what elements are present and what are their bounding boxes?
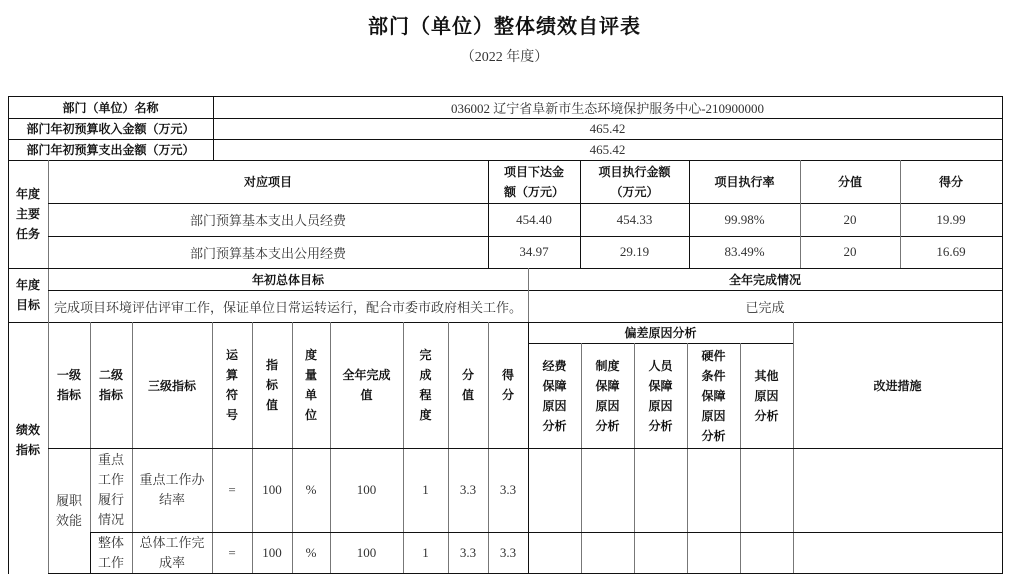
col-header-score: 得分 bbox=[938, 175, 963, 189]
header-line: 分析 bbox=[701, 428, 726, 443]
header-line: 完 bbox=[419, 348, 432, 362]
value-line: 履行 bbox=[97, 492, 124, 507]
header-line: 项目执行金额 bbox=[598, 164, 671, 179]
header-improvement: 改进措施 bbox=[873, 378, 922, 393]
row2-score: 3.3 bbox=[499, 544, 517, 560]
header-line: 条件 bbox=[701, 368, 726, 383]
task-row-2-allocated: 34.97 bbox=[519, 244, 549, 259]
header-line: 分析 bbox=[542, 418, 567, 433]
row2-unit: % bbox=[305, 544, 317, 560]
header-level3: 三级指标 bbox=[147, 378, 196, 393]
row2-level2 bbox=[90, 532, 132, 573]
header-line: 量 bbox=[304, 368, 317, 382]
header-line: 单 bbox=[304, 388, 317, 402]
header-line: 标 bbox=[265, 378, 278, 392]
header-deviation: 偏差原因分析 bbox=[624, 326, 697, 340]
value-line: 整体 bbox=[97, 534, 124, 550]
header-level1 bbox=[48, 322, 90, 448]
header-line: 分 bbox=[501, 388, 514, 402]
level1-value bbox=[48, 448, 90, 573]
page-subtitle: （2022 年度） bbox=[460, 50, 549, 65]
row1-operator: = bbox=[228, 482, 236, 497]
value-line: 结率 bbox=[158, 492, 185, 507]
header-line: 保障 bbox=[595, 378, 620, 393]
header-line: 符 bbox=[225, 388, 238, 402]
label-line: 任务 bbox=[15, 227, 40, 241]
completion-header: 全年完成情况 bbox=[728, 272, 801, 287]
header-line: 保障 bbox=[701, 388, 726, 403]
header-line: 原因 bbox=[595, 398, 620, 413]
task-row-2-score-value: 20 bbox=[843, 244, 857, 259]
row1-score: 3.3 bbox=[499, 482, 517, 497]
header-line: 值 bbox=[265, 398, 278, 412]
header-line: 位 bbox=[304, 408, 317, 422]
header-line: 全年完成 bbox=[342, 368, 391, 382]
dept-name-value: 036002 辽宁省阜新市生态环境保护服务中心-210900000 bbox=[450, 101, 765, 116]
header-line: 硬件 bbox=[701, 348, 726, 363]
tasks-section-label bbox=[8, 160, 48, 268]
header-line: 值 bbox=[461, 388, 474, 402]
header-line: 二级 bbox=[98, 368, 123, 382]
header-line: 保障 bbox=[542, 378, 567, 393]
label-line: 绩效 bbox=[15, 423, 40, 437]
row1-unit: % bbox=[305, 482, 317, 497]
header-line: 程 bbox=[419, 388, 432, 402]
col-header-rate: 项目执行率 bbox=[714, 175, 775, 189]
value-line: 重点工作办 bbox=[139, 472, 205, 487]
header-line: 分析 bbox=[648, 418, 673, 433]
initial-goal-header: 年初总体目标 bbox=[251, 272, 324, 287]
header-dev-staff bbox=[634, 343, 687, 448]
header-line: 额（万元） bbox=[503, 184, 564, 199]
budget-income-value: 465.42 bbox=[589, 120, 626, 136]
col-header-executed bbox=[580, 160, 689, 203]
value-line: 效能 bbox=[55, 512, 82, 528]
budget-expense-value: 465.42 bbox=[589, 141, 626, 157]
header-line: 指标 bbox=[56, 388, 81, 402]
indicators-section-label bbox=[8, 420, 48, 480]
row2-completion: 1 bbox=[422, 544, 429, 560]
row2-target: 100 bbox=[262, 544, 282, 560]
header-line: 原因 bbox=[648, 398, 673, 413]
task-row-1-score-value: 20 bbox=[843, 211, 857, 227]
header-line: 制度 bbox=[595, 358, 620, 373]
header-line: 分析 bbox=[754, 408, 779, 423]
goals-section-label bbox=[8, 268, 48, 322]
budget-expense-label: 部门年初预算支出金额（万元） bbox=[26, 143, 195, 157]
task-row-1-score: 19.99 bbox=[936, 211, 966, 227]
header-line: 经费 bbox=[542, 358, 567, 373]
header-line: 其他 bbox=[754, 368, 779, 383]
header-score-value bbox=[448, 322, 488, 448]
row2-level3 bbox=[132, 532, 212, 573]
label-line: 年度 bbox=[15, 278, 40, 292]
header-dev-funding bbox=[528, 343, 581, 448]
header-target bbox=[252, 322, 292, 448]
value-line: 成率 bbox=[158, 554, 185, 570]
row1-level2 bbox=[90, 448, 132, 532]
header-line: 运 bbox=[225, 348, 238, 362]
col-header-score-value: 分值 bbox=[837, 175, 862, 189]
value-line: 情况 bbox=[97, 512, 124, 527]
task-row-2-rate: 83.49% bbox=[724, 244, 765, 259]
label-line: 指标 bbox=[15, 443, 40, 457]
page-title: 部门（单位）整体绩效自评表 bbox=[368, 14, 641, 38]
header-line: 指 bbox=[265, 358, 278, 372]
row1-target: 100 bbox=[262, 482, 282, 497]
dept-name-label: 部门（单位）名称 bbox=[62, 101, 159, 115]
header-completion bbox=[403, 322, 448, 448]
completion-text: 已完成 bbox=[745, 299, 785, 315]
header-actual bbox=[330, 322, 403, 448]
header-line: 原因 bbox=[701, 408, 726, 423]
header-dev-other bbox=[740, 343, 793, 448]
header-dev-hardware bbox=[687, 343, 740, 448]
task-row-1-executed: 454.33 bbox=[616, 211, 653, 227]
header-line: 分 bbox=[461, 368, 474, 382]
header-unit bbox=[292, 322, 330, 448]
budget-income-label: 部门年初预算收入金额（万元） bbox=[26, 122, 195, 136]
header-line: 分析 bbox=[595, 418, 620, 433]
header-line: 成 bbox=[419, 368, 432, 382]
header-line: 号 bbox=[225, 408, 238, 422]
row1-actual: 100 bbox=[356, 482, 377, 497]
row2-operator: = bbox=[228, 544, 236, 560]
header-line: 保障 bbox=[648, 378, 673, 393]
initial-goal-text: 完成项目环境评估评审工作，保证单位日常运转运行，配合市委市政府相关工作。 bbox=[53, 299, 522, 315]
label-line: 目标 bbox=[15, 298, 40, 312]
header-line: 得 bbox=[501, 368, 514, 382]
value-line: 工作 bbox=[97, 554, 124, 570]
header-line: 原因 bbox=[754, 388, 779, 403]
task-row-2-score: 16.69 bbox=[936, 244, 966, 259]
header-line: 人员 bbox=[648, 358, 673, 373]
task-row-2-executed: 29.19 bbox=[619, 244, 650, 259]
header-line: （万元） bbox=[610, 184, 659, 199]
header-line: 度 bbox=[304, 348, 317, 362]
header-line: 项目下达金 bbox=[503, 164, 564, 179]
task-row-1-item: 部门预算基本支出人员经费 bbox=[189, 213, 346, 228]
header-operator bbox=[212, 322, 252, 448]
row1-level3 bbox=[132, 448, 212, 532]
label-line: 年度 bbox=[15, 187, 40, 201]
header-line: 度 bbox=[419, 408, 432, 422]
header-line: 算 bbox=[225, 368, 238, 382]
header-line: 值 bbox=[360, 388, 373, 402]
value-line: 工作 bbox=[97, 472, 124, 487]
header-score bbox=[488, 322, 528, 448]
value-line: 重点 bbox=[97, 452, 124, 467]
header-dev-system bbox=[581, 343, 634, 448]
task-row-2-item: 部门预算基本支出公用经费 bbox=[189, 245, 346, 261]
header-line: 原因 bbox=[542, 398, 567, 413]
row1-score-value: 3.3 bbox=[459, 482, 477, 497]
label-line: 主要 bbox=[15, 207, 40, 221]
row2-actual: 100 bbox=[356, 544, 377, 560]
col-header-allocated bbox=[488, 160, 580, 203]
value-line: 履职 bbox=[55, 492, 82, 508]
row1-completion: 1 bbox=[422, 482, 429, 497]
header-line: 指标 bbox=[98, 388, 123, 402]
header-level2 bbox=[90, 322, 132, 448]
value-line: 总体工作完 bbox=[139, 534, 205, 550]
task-row-1-rate: 99.98% bbox=[724, 211, 765, 227]
row2-score-value: 3.3 bbox=[459, 544, 477, 560]
header-line: 一级 bbox=[56, 368, 81, 382]
task-row-1-allocated: 454.40 bbox=[516, 211, 552, 227]
col-header-item: 对应项目 bbox=[243, 175, 292, 189]
